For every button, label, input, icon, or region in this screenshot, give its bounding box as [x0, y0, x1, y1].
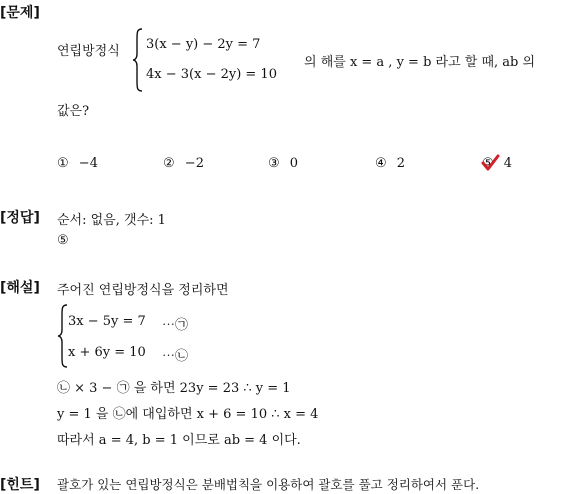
- system-brace: [132, 28, 144, 92]
- problem-eq2: 4x − 3(x − 2y) = 10: [146, 67, 277, 82]
- choice-number: ①: [57, 156, 69, 171]
- choice-value: 2: [396, 156, 406, 171]
- explanation-eq1-mark: ⋯㉠: [162, 318, 189, 333]
- choice-value: −4: [78, 156, 98, 171]
- choice-number: ④: [375, 156, 387, 171]
- choice-3[interactable]: [268, 156, 298, 171]
- check-mark-icon: [480, 153, 500, 173]
- choice-4[interactable]: [375, 156, 405, 171]
- choice-5[interactable]: [482, 156, 512, 171]
- explanation-eq1: 3x − 5y = 7: [68, 314, 146, 329]
- explanation-tag: [해설]: [0, 280, 40, 296]
- choice-value: 0: [289, 156, 299, 171]
- answer-tag: [정답]: [0, 210, 40, 226]
- hint-text: 괄호가 있는 연립방정식은 분배법칙을 이용하여 괄호를 풀고 정리하여서 푼다.: [57, 477, 480, 492]
- choice-value: 4: [503, 156, 513, 171]
- explanation-step2: y = 1 을 ㉡에 대입하면 x + 6 = 10 ∴ x = 4: [57, 407, 319, 422]
- explanation-step3: 따라서 a = 4, b = 1 이므로 ab = 4 이다.: [57, 433, 301, 448]
- answer-line2: ⑤: [57, 233, 69, 248]
- problem-tag: [문제]: [0, 5, 40, 21]
- choice-value: −2: [184, 156, 204, 171]
- explanation-intro: 주어진 연립방정식을 정리하면: [57, 283, 229, 298]
- choice-number: ⑤: [482, 156, 494, 171]
- problem-tail2: 값은?: [57, 104, 90, 119]
- choice-1[interactable]: [57, 156, 98, 171]
- answer-line1: 순서: 없음, 갯수: 1: [57, 213, 166, 228]
- explanation-eq2-mark: ⋯㉡: [162, 349, 189, 364]
- explanation-eq2: x + 6y = 10: [68, 345, 146, 360]
- hint-tag: [힌트]: [0, 477, 40, 493]
- choice-number: ②: [163, 156, 175, 171]
- choice-2[interactable]: [163, 156, 204, 171]
- explanation-step1: ㉡ × 3 − ㉠ 을 하면 23y = 23 ∴ y = 1: [57, 381, 291, 396]
- choice-number: ③: [268, 156, 280, 171]
- problem-eq1: 3(x − y) − 2y = 7: [146, 37, 261, 52]
- problem-intro: 연립방정식: [57, 44, 120, 59]
- problem-tail: 의 해를 x = a , y = b 라고 할 때, ab 의: [304, 55, 536, 70]
